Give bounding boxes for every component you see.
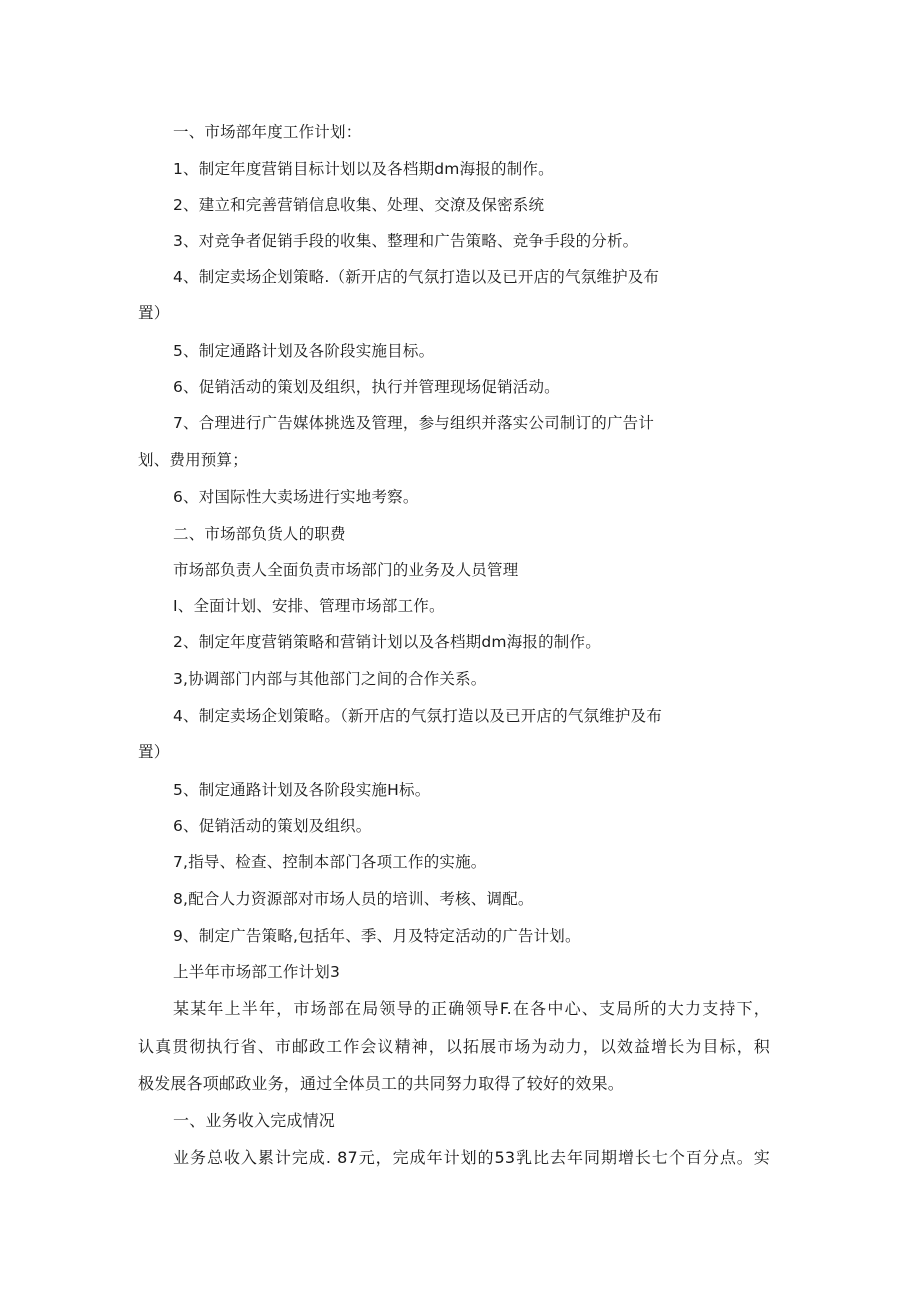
paragraph-line: 市场部负责人全面负责市场部门的业务及人员管理 — [173, 561, 519, 579]
list-item: 5、制定通路计划及各阶段实施目标。 — [173, 342, 435, 360]
list-item-continuation: 置） — [138, 304, 170, 322]
list-item-continuation: 划、费用预算； — [138, 451, 248, 469]
section-title: 上半年市场部工作计划3 — [173, 963, 341, 981]
list-item: 9、制定广告策略,包括年、季、月及特定活动的广告计划。 — [173, 927, 581, 945]
list-item: 6、促销活动的策划及组织。 — [173, 817, 372, 835]
list-item: 3,协调部门内部与其他部门之间的合作关系。 — [173, 670, 487, 688]
paragraph-line: 极发展各项邮政业务，通过全体员工的共同努力取得了较好的效果。 — [138, 1074, 625, 1093]
list-item: 3、对竞争者促销手段的收集、整理和广告策略、竞争手段的分析。 — [173, 232, 639, 250]
list-item-continuation: 置） — [138, 743, 170, 761]
list-item: 6、对国际性大卖场进行实地考察。 — [173, 488, 419, 506]
paragraph-line: 业务总收入累计完成. 87元，完成年计划的53乳比去年同期增长七个百分点。实 — [173, 1148, 770, 1167]
paragraph-line: 某某年上半年，市场部在局领导的正确领导F.在各中心、支局所的大力支持下， — [173, 999, 770, 1018]
paragraph-line: 认真贯彻执行省、市邮政工作会议精神，以拓展市场为动力，以效益增长为目标，积 — [138, 1037, 770, 1056]
list-item: 8,配合人力资源部对市场人员的培训、考核、调配。 — [173, 890, 534, 908]
list-item: 4、制定卖场企划策略.（新开店的气氛打造以及已开店的气氛维护及布 — [173, 268, 660, 286]
list-item: 7,指导、检查、控制本部门各项工作的实施。 — [173, 853, 487, 871]
list-item: 6、促销活动的策划及组织，执行并管理现场促销活动。 — [173, 378, 560, 396]
list-item: 5、制定通路计划及各阶段实施H标。 — [173, 781, 431, 799]
list-item: 2、制定年度营销策略和营销计划以及各档期dm海报的制作。 — [173, 633, 601, 651]
list-item: 7、合理进行广告媒体挑选及管理，参与组织并落实公司制订的广告计 — [173, 414, 655, 432]
section-heading: 一、市场部年度工作计划： — [173, 123, 362, 141]
section-heading: 一、业务收入完成情况 — [173, 1111, 336, 1130]
list-item: 4、制定卖场企划策略。（新开店的气氛打造以及已开店的气氛维护及布 — [173, 707, 663, 725]
list-item: I、全面计划、安排、管理市场部工作。 — [173, 597, 445, 615]
list-item: 1、制定年度营销目标计划以及各档期dm海报的制作。 — [173, 160, 554, 178]
section-heading: 二、市场部负货人的职费 — [173, 525, 346, 543]
list-item: 2、建立和完善营销信息收集、处理、交潦及保密系统 — [173, 196, 545, 214]
